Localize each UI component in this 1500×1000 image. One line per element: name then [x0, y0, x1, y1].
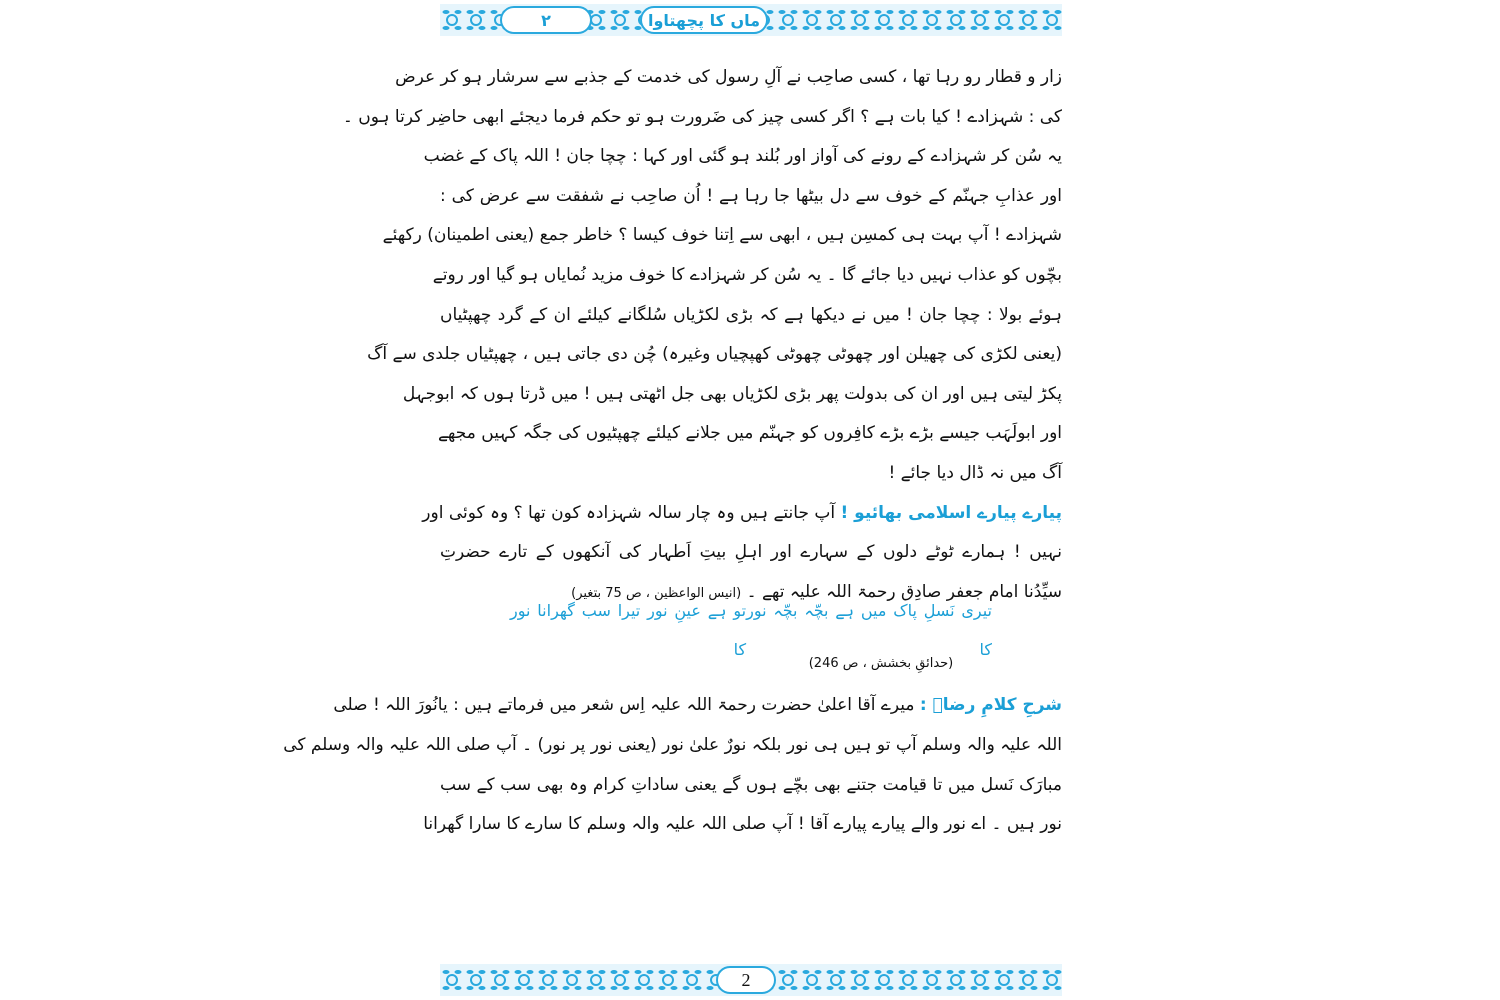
- footer-page-number-text: 2: [741, 969, 751, 990]
- reference-citation: (انیس الواعظین ، ص 75 بتغیر): [571, 585, 742, 601]
- page-body: [283, 58, 1062, 845]
- poetry-misra-first: تیری نَسلِ پاک میں ہے بچّہ بچّہ نور کا: [746, 600, 992, 660]
- footer-ornament-border: [440, 962, 1062, 998]
- highlight-commentary-title: شرحِ کلامِ رضاؔ :: [919, 695, 1062, 716]
- text-line: یہ سُن کر شہزادے کے رونے کی آواز اور بُلند ہو گئی اور کہا : چچا جان ! اللہ پاک کے غضب: [423, 146, 1062, 167]
- header-book-title-text: ماں کا پچھتاوا: [647, 10, 761, 30]
- text-segment: سیِّدُنا امام جعفر صادِق رحمۃ اللہ علیہ تھے ۔: [746, 581, 1062, 602]
- text-line: [422, 494, 1062, 534]
- text-line: اور عذابِ جہنّم کے خوف سے دل بیٹھا جا رہا ہے ! اُن صاحِب نے شفقت سے عرض کی :: [440, 185, 1062, 206]
- footer-page-number: [716, 966, 776, 994]
- poetry-misra-second: تو ہے عینِ نور تیرا سب گھرانا نور کا: [510, 600, 747, 660]
- text-line: نہیں ! ہمارے ٹوٹے دلوں کے سہارے اور اہلِ بیتِ اَطہار کی آنکھوں کے تارے حضرتِ: [440, 542, 1062, 563]
- header-page-number: [500, 6, 592, 34]
- text-line: نور ہیں ۔ اے نور والے پیارے پیارے آقا ! آپ صلی اللہ علیہ والہ وسلم کا سارے کا سارا گھرانا: [423, 814, 1062, 835]
- text-line: (یعنی لکڑی کی چھیلن اور چھوٹی چھوٹی کھپچیاں وغیرہ) چُن دی جاتی ہیں ، چھپٹیاں جلدی سے آگ: [367, 344, 1062, 365]
- header-book-title: [640, 6, 768, 34]
- text-line: بچّوں کو عذاب نہیں دیا جائے گا ۔ یہ سُن کر شہزادے کا خوف مزید نُمایاں ہو گیا اور روتے: [432, 264, 1062, 285]
- poetry-couplet: [440, 600, 1062, 660]
- text-line: اللہ علیہ والہ وسلم آپ تو ہیں ہی نور بلکہ نورٌ علیٰ نور (یعنی نور پر نور) ۔ آپ صلی اللہ علیہ والہ وسلم کی: [283, 734, 1062, 755]
- highlight-address: پیارے پیارے اسلامی بھائیو !: [840, 502, 1062, 523]
- poetry-reference: (حدائقِ بخشش ، ص 246): [808, 656, 954, 672]
- paragraph-commentary: [283, 686, 1062, 844]
- text-line: زار و قطار رو رہا تھا ، کسی صاحِب نے آلِ رسول کی خدمت کے جذبے سے سرشار ہو کر عرض: [395, 67, 1062, 87]
- book-page: [283, 0, 1062, 1000]
- text-line: مبارَک نَسل میں تا قیامت جتنے بھی بچّے ہوں گے یعنی ساداتِ کرام وہ بھی سب کے سب: [440, 774, 1062, 795]
- header-ornament-border: [440, 2, 1062, 38]
- paragraph-narrative: [342, 58, 1062, 494]
- text-line: [333, 686, 1062, 726]
- text-line: اور ابولَہَب جیسے بڑے بڑے کافِروں کو جہنّم میں جلانے کیلئے چھپٹیوں کی جگہ کہیں مجھے: [437, 423, 1062, 444]
- text-line: آگ میں نہ ڈال دیا جائے !: [888, 462, 1062, 483]
- text-line: ہوئے بولا : چچا جان ! میں نے دیکھا ہے کہ بڑی لکڑیاں سُلگانے کیلئے ان کے گرد چھپٹیاں: [440, 304, 1062, 325]
- text-line: شہزادے ! آپ بہت ہی کمسِن ہیں ، ابھی سے اِتنا خوف کیسا ؟ خاطر جمع (یعنی اطمینان) رکھئے: [382, 225, 1062, 246]
- header-page-number-text: ۲: [541, 10, 551, 30]
- text-line: کی : شہزادے ! کیا بات ہے ؟ اگر کسی چیز کی ضَرورت ہو تو حکم فرما دیجئے ابھی حاضِر کرتا ہوں ۔: [342, 106, 1062, 127]
- text-segment: آپ جانتے ہیں وہ چار سالہ شہزادہ کون تھا ؟ وہ کوئی اور: [422, 502, 841, 523]
- text-segment: میرے آقا اعلیٰ حضرت رحمۃ اللہ علیہ اِس شعر میں فرماتے ہیں : یانُورَ اللہ ! صلی: [333, 695, 920, 716]
- text-line: پکڑ لیتی ہیں اور ان کی بدولت پھر بڑی لکڑیاں بھی جل اٹھتی ہیں ! میں ڈرتا ہوں کہ ابوجہل: [402, 383, 1062, 404]
